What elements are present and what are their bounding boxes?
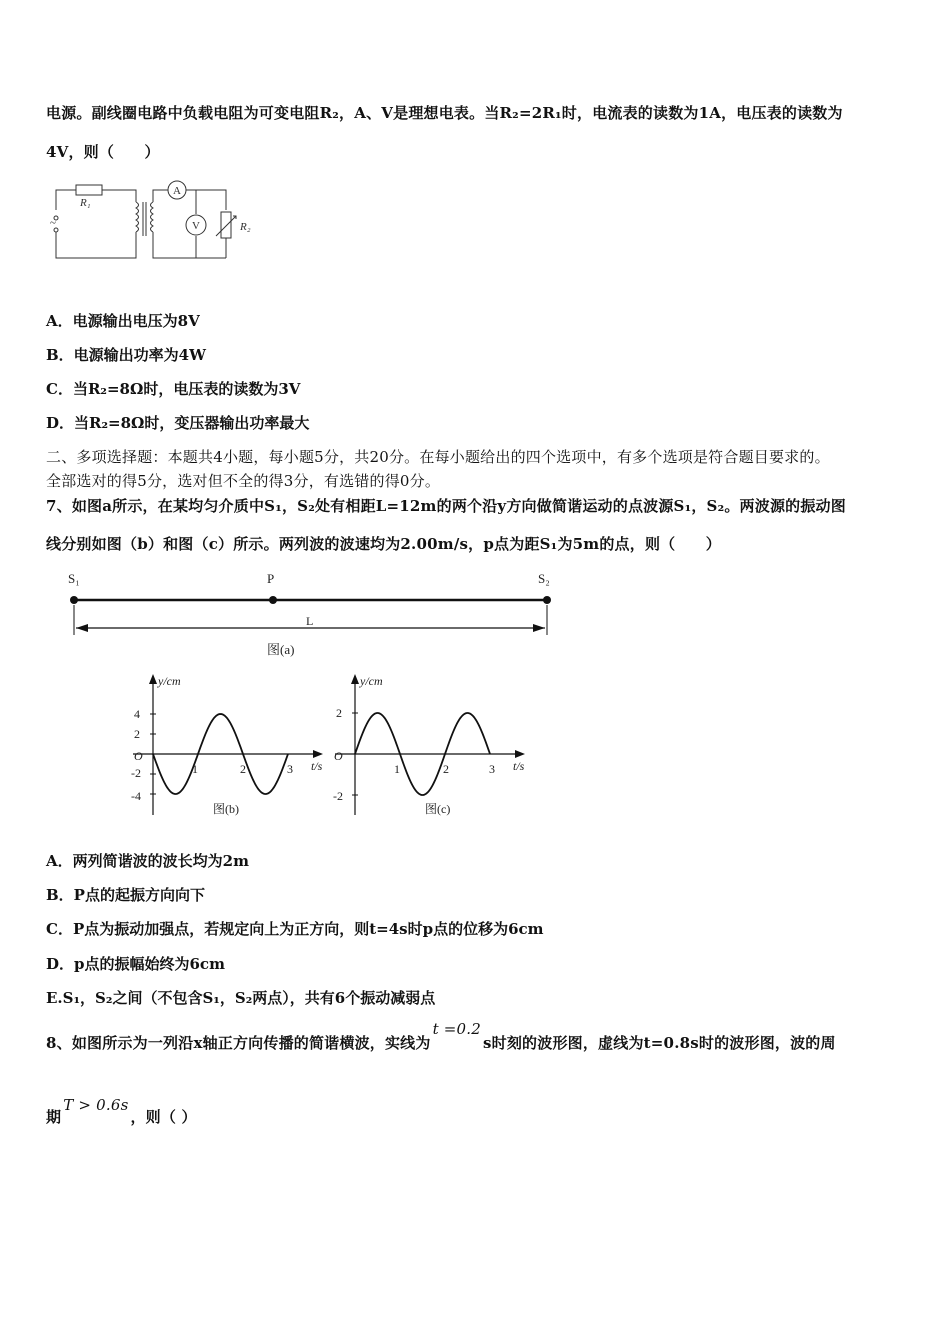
voltmeter-label: V xyxy=(192,220,200,232)
q6-option-b: B．电源输出功率为4W xyxy=(46,346,206,364)
fig-b-caption: 图(b) xyxy=(213,802,239,816)
fig-b-xlabel: t/s xyxy=(311,759,323,773)
q7-option-b: B．P点的起振方向向下 xyxy=(46,886,205,904)
figure-b-vibration-graph xyxy=(128,670,333,820)
s2-label: S₂ xyxy=(538,571,550,586)
q6-stem-line1: 电源。副线圈电路中负载电阻为可变电阻R₂，A、V是理想电表。当R₂=2R₁时，电流表的读数为1A，电压表的读数为 xyxy=(46,104,843,122)
r2-label: R₂ xyxy=(240,221,251,233)
length-label: L xyxy=(306,614,314,628)
q8-math-period: T > 0.6s xyxy=(63,1096,129,1114)
fig-c-xtick: 3 xyxy=(489,762,495,776)
section2-heading-line1: 二、多项选择题：本题共4小题，每小题5分，共20分。在每小题给出的四个选项中，有多个选项是符合题目要求的。 xyxy=(46,448,830,466)
fig-b-ytick: 2 xyxy=(134,727,140,741)
s1-point xyxy=(70,596,78,604)
fig-b-origin: O xyxy=(134,749,143,763)
fig-c-ytick: 2 xyxy=(336,706,342,720)
q7-option-c: C．P点为振动加强点，若规定向上为正方向，则t=4s时p点的位移为6cm xyxy=(46,920,544,938)
figure-a xyxy=(60,565,570,665)
fig-c-xtick: 2 xyxy=(443,762,449,776)
resistor-r1 xyxy=(76,185,102,195)
fig-a-caption: 图(a) xyxy=(267,642,295,657)
fig-b-ytick: -4 xyxy=(131,789,141,803)
q8-text-a: 8、如图所示为一列沿x轴正方向传播的简谐横波，实线为 xyxy=(46,1034,431,1052)
fig-c-origin: O xyxy=(334,749,343,763)
fig-b-xtick: 3 xyxy=(287,762,293,776)
q8-text-c: 期 xyxy=(46,1108,62,1126)
q7-option-d: D．p点的振幅始终为6cm xyxy=(46,955,225,973)
transformer-circuit-diagram xyxy=(46,180,276,262)
fig-c-ytick: -2 xyxy=(333,789,343,803)
q7-stem-line1: 7、如图a所示，在某均匀介质中S₁，S₂处有相距L=12m的两个沿y方向做简谐运动的点波源S₁，S₂。两波源的振动图 xyxy=(46,497,846,515)
fig-c-caption: 图(c) xyxy=(425,802,451,816)
s2-point xyxy=(543,596,551,604)
s1-label: S₁ xyxy=(68,571,80,586)
fig-b-ylabel: y/cm xyxy=(158,674,181,688)
q8-text-d: ，则（ ） xyxy=(130,1108,197,1126)
q6-option-c: C．当R₂=8Ω时，电压表的读数为3V xyxy=(46,380,301,398)
q8-math-t: t =0.2 xyxy=(432,1020,482,1038)
fig-b-xtick: 2 xyxy=(240,762,246,776)
q8-text-b: s时刻的波形图，虚线为t=0.8s时的波形图，波的周 xyxy=(483,1034,836,1052)
q6-option-a: A．电源输出电压为8V xyxy=(46,312,200,330)
figure-c-vibration-graph xyxy=(330,670,540,820)
fig-b-ytick: 4 xyxy=(134,707,140,721)
q6-option-d: D．当R₂=8Ω时，变压器输出功率最大 xyxy=(46,414,310,432)
p-point xyxy=(269,596,277,604)
fig-b-xtick: 1 xyxy=(192,762,198,776)
ammeter-label: A xyxy=(173,185,181,197)
q7-option-a: A．两列简谐波的波长均为2m xyxy=(46,852,249,870)
q8-stem-line2 xyxy=(46,1096,197,1127)
variable-resistor-r2 xyxy=(221,212,231,238)
fig-c-ylabel: y/cm xyxy=(360,674,383,688)
fig-c-xtick: 1 xyxy=(394,762,400,776)
q8-stem-line1 xyxy=(46,1020,836,1053)
fig-c-xlabel: t/s xyxy=(513,759,525,773)
q7-option-e: E.S₁，S₂之间（不包含S₁，S₂两点），共有6个振动减弱点 xyxy=(46,989,436,1007)
p-label: P xyxy=(267,571,275,586)
q7-stem-line2: 线分别如图（b）和图（c）所示。两列波的波速均为2.00m/s，p点为距S₁为5m的点，则（ ） xyxy=(46,535,721,553)
r1-label: R₁ xyxy=(80,197,91,209)
source-symbol: ~ xyxy=(50,217,56,229)
fig-b-ytick: -2 xyxy=(131,766,141,780)
q6-stem-line2: 4V，则（ ） xyxy=(46,143,160,161)
section2-heading-line2: 全部选对的得5分，选对但不全的得3分，有选错的得0分。 xyxy=(46,472,441,490)
